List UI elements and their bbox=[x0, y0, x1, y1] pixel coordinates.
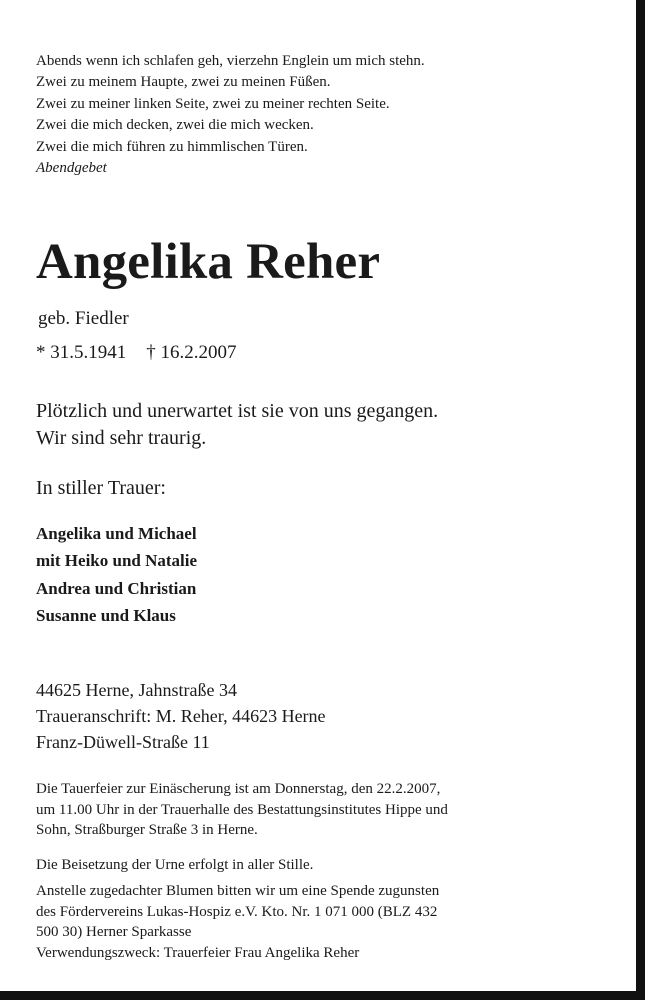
deceased-name: Angelika Reher bbox=[36, 234, 381, 290]
condolence-message bbox=[36, 398, 438, 452]
mourner-entry: Andrea und Christian bbox=[36, 578, 197, 598]
poem-source: Abendgebet bbox=[36, 160, 107, 177]
poem-line: Zwei zu meiner linken Seite, zwei zu meiner rechten Seite. bbox=[36, 95, 390, 112]
donation-line: Verwendungszweck: Trauerfeier Frau Angelika Reher bbox=[36, 944, 360, 961]
donation-notice bbox=[36, 881, 439, 963]
poem-line: Abends wenn ich schlafen geh, vierzehn Englein um mich stehn. bbox=[36, 53, 425, 69]
life-dates bbox=[36, 340, 237, 366]
mourning-intro: In stiller Trauer: bbox=[36, 477, 166, 499]
address-line: 44625 Herne, Jahnstraße 34 bbox=[36, 680, 237, 700]
address-line: Traueranschrift: M. Reher, 44623 Herne bbox=[36, 706, 326, 726]
poem-line: Zwei die mich führen zu himmlischen Türen. bbox=[36, 138, 308, 155]
poem-line: Zwei zu meinem Haupte, zwei zu meinen Füßen. bbox=[36, 74, 331, 91]
address-block bbox=[36, 677, 326, 755]
frame-border-bottom bbox=[0, 991, 645, 1000]
address-line: Franz-Düwell-Straße 11 bbox=[36, 732, 210, 752]
poem-line: Zwei die mich decken, zwei die mich wecken. bbox=[36, 117, 314, 134]
mourner-entry: Angelika und Michael bbox=[36, 524, 197, 543]
ceremony-notice bbox=[36, 779, 448, 841]
birth-name: geb. Fiedler bbox=[38, 308, 129, 329]
burial-notice: Die Beisetzung der Urne erfolgt in aller Stille. bbox=[36, 857, 314, 873]
death-date: † 16.2.2007 bbox=[146, 342, 237, 363]
frame-border-right bbox=[636, 0, 645, 1000]
mourner-entry: mit Heiko und Natalie bbox=[36, 551, 198, 571]
poem-block bbox=[36, 51, 596, 179]
donation-line: des Fördervereins Lukas-Hospiz e.V. Kto. Nr. 1 071 000 (BLZ 432 bbox=[36, 903, 438, 920]
message-line: Plötzlich und unerwartet ist sie von uns gegangen. bbox=[36, 400, 439, 422]
ceremony-line: um 11.00 Uhr in der Trauerhalle des Bestattungsinstitutes Hippe und bbox=[36, 801, 448, 818]
mourner-entry: Susanne und Klaus bbox=[36, 605, 176, 625]
donation-line: Anstelle zugedachter Blumen bitten wir um eine Spende zugunsten bbox=[36, 883, 440, 899]
message-line: Wir sind sehr traurig. bbox=[36, 427, 207, 449]
mourners-list bbox=[36, 520, 197, 629]
ceremony-line: Die Tauerfeier zur Einäscherung ist am Donnerstag, den 22.2.2007, bbox=[36, 781, 441, 797]
ceremony-line: Sohn, Straßburger Straße 3 in Herne. bbox=[36, 822, 258, 838]
donation-line: 500 30) Herner Sparkasse bbox=[36, 924, 192, 940]
birth-date: * 31.5.1941 bbox=[36, 342, 127, 363]
